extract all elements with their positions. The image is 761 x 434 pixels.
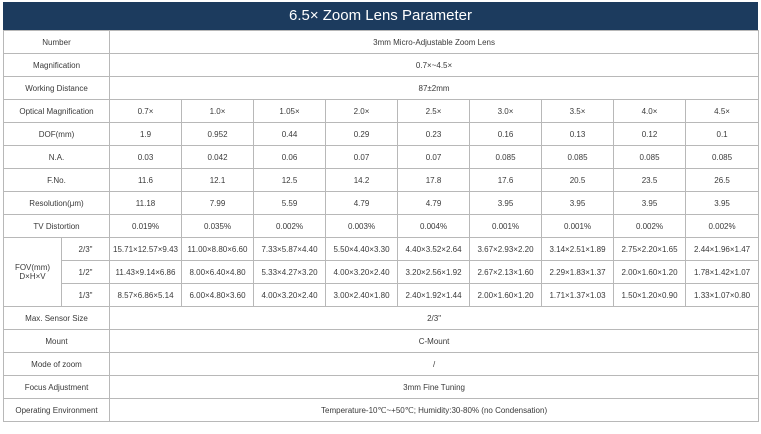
- value-cell: 23.5: [614, 169, 686, 192]
- row-label: F.No.: [4, 169, 110, 192]
- table-row: [4, 238, 759, 261]
- fov-cell: 1.71×1.37×1.03: [542, 284, 614, 307]
- value-cell: 0.06: [254, 146, 326, 169]
- table-row: [4, 192, 759, 215]
- fov-cell: 3.14×2.51×1.89: [542, 238, 614, 261]
- row-label: Operating Environment: [4, 399, 110, 422]
- sensor-size-cell: 1/2": [62, 261, 110, 284]
- value-cell: 5.59: [254, 192, 326, 215]
- value-cell: 4.79: [398, 192, 470, 215]
- value-cell: 4.79: [326, 192, 398, 215]
- table-row: [4, 100, 759, 123]
- fov-cell: 5.50×4.40×3.30: [326, 238, 398, 261]
- value-cell: 17.6: [470, 169, 542, 192]
- table-row: [4, 146, 759, 169]
- table-row: [4, 77, 759, 100]
- row-label: Mount: [4, 330, 110, 353]
- row-value: /: [110, 353, 759, 376]
- value-cell: 0.952: [182, 123, 254, 146]
- table-row: [4, 123, 759, 146]
- magnification-cell: 3.5×: [542, 100, 614, 123]
- value-cell: 26.5: [686, 169, 759, 192]
- value-cell: 0.001%: [542, 215, 614, 238]
- value-cell: 0.1: [686, 123, 759, 146]
- magnification-cell: 1.0×: [182, 100, 254, 123]
- fov-cell: 1.78×1.42×1.07: [686, 261, 759, 284]
- row-label: N.A.: [4, 146, 110, 169]
- table-row: [4, 376, 759, 399]
- row-value: Temperature-10℃~+50℃; Humidity:30-80% (no Condensation): [110, 399, 759, 422]
- row-label: Working Distance: [4, 77, 110, 100]
- magnification-cell: 0.7×: [110, 100, 182, 123]
- row-value: 2/3": [110, 307, 759, 330]
- magnification-cell: 1.05×: [254, 100, 326, 123]
- table-row: [4, 261, 759, 284]
- magnification-cell: 2.5×: [398, 100, 470, 123]
- fov-cell: 1.33×1.07×0.80: [686, 284, 759, 307]
- value-cell: 0.12: [614, 123, 686, 146]
- value-cell: 3.95: [470, 192, 542, 215]
- value-cell: 20.5: [542, 169, 614, 192]
- row-label: Number: [4, 31, 110, 54]
- row-label: TV Distortion: [4, 215, 110, 238]
- value-cell: 0.07: [326, 146, 398, 169]
- value-cell: 0.004%: [398, 215, 470, 238]
- table-row: [4, 399, 759, 422]
- value-cell: 0.035%: [182, 215, 254, 238]
- value-cell: 0.44: [254, 123, 326, 146]
- value-cell: 17.8: [398, 169, 470, 192]
- table-row: [4, 169, 759, 192]
- fov-cell: 5.33×4.27×3.20: [254, 261, 326, 284]
- value-cell: 0.001%: [470, 215, 542, 238]
- fov-cell: 4.40×3.52×2.64: [398, 238, 470, 261]
- value-cell: 0.085: [470, 146, 542, 169]
- fov-cell: 15.71×12.57×9.43: [110, 238, 182, 261]
- row-value: 0.7×~4.5×: [110, 54, 759, 77]
- row-value: 3mm Micro-Adjustable Zoom Lens: [110, 31, 759, 54]
- fov-cell: 2.40×1.92×1.44: [398, 284, 470, 307]
- fov-label: [4, 238, 62, 307]
- fov-cell: 7.33×5.87×4.40: [254, 238, 326, 261]
- row-label: DOF(mm): [4, 123, 110, 146]
- fov-cell: 1.50×1.20×0.90: [614, 284, 686, 307]
- value-cell: 7.99: [182, 192, 254, 215]
- value-cell: 0.019%: [110, 215, 182, 238]
- value-cell: 0.23: [398, 123, 470, 146]
- value-cell: 14.2: [326, 169, 398, 192]
- fov-cell: 11.00×8.80×6.60: [182, 238, 254, 261]
- fov-cell: 3.20×2.56×1.92: [398, 261, 470, 284]
- value-cell: 12.1: [182, 169, 254, 192]
- lens-parameter-table: [3, 30, 759, 422]
- row-label: Magnification: [4, 54, 110, 77]
- value-cell: 0.003%: [326, 215, 398, 238]
- magnification-cell: 2.0×: [326, 100, 398, 123]
- value-cell: 0.002%: [254, 215, 326, 238]
- value-cell: 0.085: [542, 146, 614, 169]
- table-row: [4, 330, 759, 353]
- value-cell: 3.95: [614, 192, 686, 215]
- table-row: [4, 31, 759, 54]
- fov-cell: 2.44×1.96×1.47: [686, 238, 759, 261]
- fov-cell: 6.00×4.80×3.60: [182, 284, 254, 307]
- fov-cell: 2.67×2.13×1.60: [470, 261, 542, 284]
- row-value: 3mm Fine Tuning: [110, 376, 759, 399]
- row-label: Mode of zoom: [4, 353, 110, 376]
- table-row: [4, 284, 759, 307]
- magnification-cell: 4.5×: [686, 100, 759, 123]
- value-cell: 12.5: [254, 169, 326, 192]
- value-cell: 11.6: [110, 169, 182, 192]
- row-label: Optical Magnification: [4, 100, 110, 123]
- value-cell: 0.03: [110, 146, 182, 169]
- fov-cell: 4.00×3.20×2.40: [254, 284, 326, 307]
- fov-cell: 8.57×6.86×5.14: [110, 284, 182, 307]
- fov-label-line1: FOV(mm): [14, 263, 51, 272]
- sensor-size-cell: 2/3": [62, 238, 110, 261]
- fov-cell: 4.00×3.20×2.40: [326, 261, 398, 284]
- table-title: 6.5× Zoom Lens Parameter: [3, 2, 758, 30]
- value-cell: 1.9: [110, 123, 182, 146]
- row-label: Max. Sensor Size: [4, 307, 110, 330]
- table-row: [4, 215, 759, 238]
- value-cell: 0.29: [326, 123, 398, 146]
- row-label: Focus Adjustment: [4, 376, 110, 399]
- magnification-cell: 4.0×: [614, 100, 686, 123]
- table-row: [4, 307, 759, 330]
- value-cell: 11.18: [110, 192, 182, 215]
- value-cell: 3.95: [542, 192, 614, 215]
- fov-cell: 8.00×6.40×4.80: [182, 261, 254, 284]
- magnification-cell: 3.0×: [470, 100, 542, 123]
- value-cell: 0.085: [686, 146, 759, 169]
- value-cell: 0.085: [614, 146, 686, 169]
- fov-cell: 2.00×1.60×1.20: [614, 261, 686, 284]
- fov-cell: 3.67×2.93×2.20: [470, 238, 542, 261]
- row-value: C-Mount: [110, 330, 759, 353]
- value-cell: 0.002%: [614, 215, 686, 238]
- sensor-size-cell: 1/3": [62, 284, 110, 307]
- fov-cell: 2.00×1.60×1.20: [470, 284, 542, 307]
- value-cell: 0.042: [182, 146, 254, 169]
- table-row: [4, 353, 759, 376]
- value-cell: 0.002%: [686, 215, 759, 238]
- value-cell: 0.07: [398, 146, 470, 169]
- fov-cell: 11.43×9.14×6.86: [110, 261, 182, 284]
- row-value: 87±2mm: [110, 77, 759, 100]
- value-cell: 0.13: [542, 123, 614, 146]
- value-cell: 0.16: [470, 123, 542, 146]
- fov-cell: 3.00×2.40×1.80: [326, 284, 398, 307]
- fov-cell: 2.75×2.20×1.65: [614, 238, 686, 261]
- fov-cell: 2.29×1.83×1.37: [542, 261, 614, 284]
- table-row: [4, 54, 759, 77]
- fov-label-line2: D×H×V: [19, 272, 46, 281]
- value-cell: 3.95: [686, 192, 759, 215]
- row-label: Resolution(μm): [4, 192, 110, 215]
